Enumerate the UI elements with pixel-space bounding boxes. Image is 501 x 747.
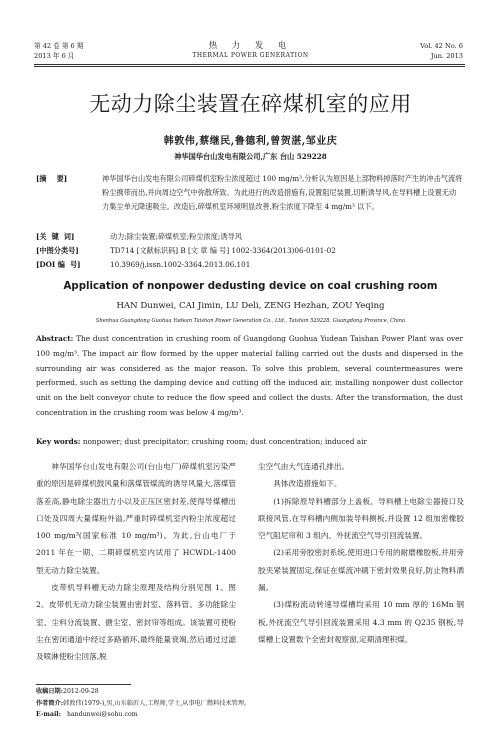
abstract-cn-text: 神华国华台山发电有限公司碎煤机室粉尘浓度超过 100 mg/m³,分析认为原因是上部物料掉落时产生的冲击气流将粉尘携带而出,并向周边空气中弥散所致。为此进行的改造措施有,设置阻尼装置,切断诱导风,在导料槽上设置无动力集尘单元降速吸尘。改造后,碎煤机室环境明显改善,粉尘浓度下降至 4 mg/m³ 以下。 <box>102 174 463 211</box>
body-paragraph: 尘空气由大气连通孔排出。 <box>258 462 350 471</box>
received-date: 收稿日期:2012-09-28 <box>36 688 99 695</box>
keywords-cn-label: [关 键 词] <box>36 232 75 241</box>
keywords-cn-text: 动力;除尘装置;碎煤机室;粉尘浓度;诱导风 <box>110 232 242 241</box>
affiliation-cn: 神华国华台山发电有限公司,广东 台山 529228 <box>174 152 327 161</box>
keywords-cn <box>36 230 463 244</box>
author-email: E-mail: handunwei@sohu.com <box>36 711 138 718</box>
header-rule-top <box>34 64 465 65</box>
classification-text: TD714 [文献标识码] B [文 章 编 号] 1002-3364(2013)06-0101-02 <box>110 246 336 255</box>
classification-label: [中图分类号] <box>36 246 79 255</box>
body-paragraph: 具体改造措施如下。 <box>273 479 342 489</box>
body-paragraph: (2)采用旁胶密封系统,使用进口专用的耐磨橡胶板,并用旁胶夹紧装置固定,保证在煤流冲刷下密封效果良好,防止物料洒漏。 <box>258 548 464 593</box>
abstract-cn <box>36 172 463 214</box>
paper-title-cn: 无动力除尘装置在碎煤机室的应用 <box>89 92 412 116</box>
body-paragraph: 皮带机导料槽无动力除尘原理及结构分别见图 1、图 2。皮带机无动力除尘装置由密封室、落料管、多功能除尘室、尘料分流装置、搪尘室、密封帘等组成。该装置可使粉尘在密闭通道中经过多路循环,最终能量衰竭,然后通过过滤及喷淋使粉尘回落,脱 <box>36 583 236 662</box>
keywords-en-label: Key words: <box>36 437 81 446</box>
classification-row <box>36 244 463 258</box>
doi-row <box>36 258 463 272</box>
keywords-en <box>36 436 463 448</box>
body-column-left <box>36 458 236 666</box>
footnote <box>36 686 250 721</box>
affiliation-en: Shenhua Guangdong Guohua Yudean Taishan Power Generation Co., Ltd., Taishan 529228, Guangdong Province, China <box>95 318 406 324</box>
header-right <box>420 42 463 61</box>
date-cn: 2013 年 6 月 <box>34 51 75 60</box>
volume-issue-cn: 第 42 卷 第 6 期 <box>34 42 84 50</box>
doi-label: [DOI 编 号] <box>36 260 81 269</box>
journal-name-en: THERMAL POWER GENERATION <box>192 52 309 59</box>
body-paragraph: (3)煤粉流动转速导煤槽均采用 10 mm 厚的 16Mn 钢板,外抚流空气导引回流装置采用 4.3 mm 的 Q235 钢板,导煤槽上设置数个全密封观察窗,定期清理积煤。 <box>258 600 464 644</box>
abstract-en-label: Abstract: <box>36 334 74 343</box>
author-bio: 作者简介:韩敦伟(1979-),男,山东临沂人,工程师,学士,从事电厂燃料技术管理。 <box>36 699 251 707</box>
body-paragraph: 神华国华台山发电有限公司(台山电厂)碎煤机室污染严重的原因是碎煤机鼓风量和落煤管煤流的诱导风量大,落煤管落差高,静电除尘器出力小以及正压区密封差,使得导煤槽出口处及四周大量煤粉外溢,严重时碎煤机室内粉尘浓度超过 100 mg/m³(国家标准 10 mg/m³)。为此,台山电厂于 2011 年在一期、二期碎煤机室内试用了 HCWDL-1400 型无动力除尘装置。 <box>36 462 236 575</box>
header-rule-bottom <box>34 66 465 67</box>
abstract-en <box>36 332 463 421</box>
body-column-right <box>258 458 464 648</box>
authors-en: HAN Dunwei, CAI Jimin, LU Deli, ZENG Hezhan, ZOU Yeqing <box>116 301 385 311</box>
volume-issue-en: Vol. 42 No. 6 <box>420 42 463 50</box>
authors-cn: 韩敦伟,蔡继民,鲁德利,曾贺湛,邹业庆 <box>163 136 338 147</box>
keywords-en-text: nonpower; dust precipitator; crushing room; dust concentration; induced air <box>82 437 367 446</box>
abstract-cn-label: [摘 要] <box>36 174 68 183</box>
journal-name-cn: 热 力 发 电 <box>208 40 293 50</box>
date-en: Jun. 2013 <box>430 51 463 60</box>
body-paragraph: (1)拆除原导料槽部分上盖板、导料槽上电除尘器接口及联接风管,在导料槽内侧加装导料侧板,并设置 12 组加密橡胶空气阻尼帘和 3 组内、外抚流空气导引回流装置。 <box>258 496 464 541</box>
doi-text: 10.3969/j.issn.1002-3364.2013.06.101 <box>110 260 251 269</box>
paper-title-en: Application of nonpower dedusting device on coal crushing room <box>63 281 438 292</box>
footnote-rule <box>36 684 131 685</box>
abstract-en-text: The dust concentration in crushing room of Guangdong Guohua Yudean Taishan Power Plant was over 100 mg/m³. The impact air flow formed by the upper material falling carried out the dusts and dispersed in the surrounding air was considered as the major reason. To solve this problem, several countermeasures were performed, such as setting the damping device and cutting off the induced air, installing nonpower dust collector unit on the belt conveyor chute to reduce the flow speed and collect the dusts. After the transformation, the dust concentration in the crushing room was below 4 mg/m³. <box>36 334 463 417</box>
